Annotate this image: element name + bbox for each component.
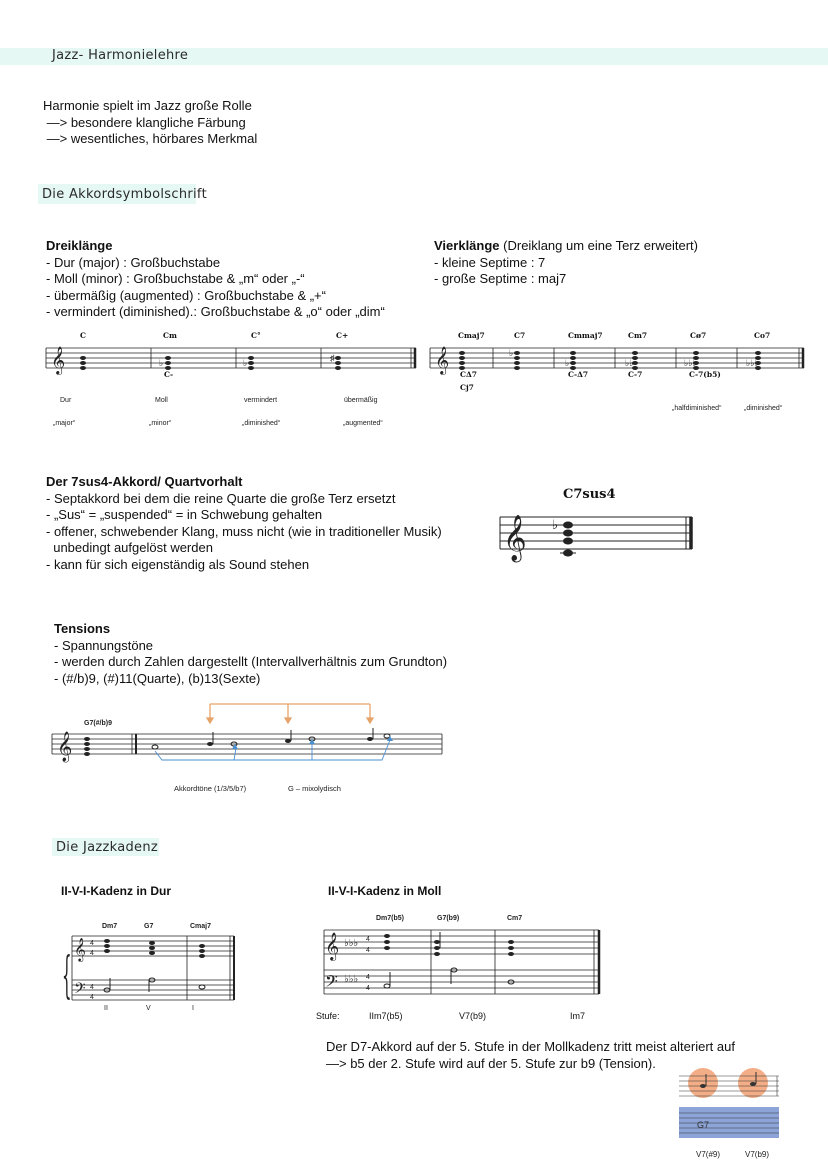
svg-text:♭: ♭ <box>509 348 514 358</box>
sus-chord-label: C7sus4 <box>563 487 616 502</box>
svg-text:4: 4 <box>90 950 94 957</box>
tensions-line: - (#/b)9, (#)11(Quarte), (b)13(Sexte) <box>54 670 261 686</box>
dreiklaenge-line: - vermindert (diminished).: Großbuchstabe & „o“ oder „dim“ <box>46 304 385 319</box>
svg-text:♭: ♭ <box>552 517 559 532</box>
dur-chord-label: Cmaj7 <box>190 923 212 930</box>
svg-text:4: 4 <box>366 974 370 981</box>
chord-name-de: Moll <box>155 397 168 404</box>
svg-text:♭: ♭ <box>159 358 164 368</box>
sus-line: - „Sus“ = „suspended“ = in Schwebung gehalten <box>46 507 323 522</box>
chord-name-en: „augmented“ <box>343 420 383 427</box>
sus-staff <box>500 505 700 565</box>
chord-name-en: „diminished“ <box>242 420 281 427</box>
dreiklaenge-staff <box>46 342 426 382</box>
svg-text:♭♭♭: ♭♭♭ <box>746 358 759 368</box>
moll-chord-label: G7(b9) <box>437 915 460 922</box>
sus-line: - offener, schwebender Klang, muss nicht (wie in traditioneller Musik) <box>46 523 442 539</box>
thumb-label: V7(b9) <box>745 1150 770 1159</box>
chord-label: Co7 <box>754 331 771 340</box>
svg-text:𝄞: 𝄞 <box>435 346 450 374</box>
svg-text:♭♭♭: ♭♭♭ <box>344 974 359 985</box>
svg-text:♭: ♭ <box>565 358 570 368</box>
sus-title: Der 7sus4-Akkord/ Quartvorhalt <box>46 474 243 489</box>
chord-name-en: „major“ <box>53 420 76 427</box>
chord-label: C° <box>251 331 261 340</box>
svg-text:♭♭♭: ♭♭♭ <box>684 358 697 368</box>
dur-degree: V <box>146 1005 151 1012</box>
moll-kadenz-staff <box>314 926 604 998</box>
moll-chord-label: Dm7(b5) <box>376 915 405 922</box>
vierklaenge-block <box>434 238 698 288</box>
dreiklaenge-line: - Dur (major) : Großbuchstabe <box>46 254 221 270</box>
dur-degree: II <box>104 1005 108 1012</box>
chord-label: Cmmaj7 <box>568 331 603 340</box>
chord-name-en: „minor“ <box>149 420 172 427</box>
svg-text:♭: ♭ <box>243 358 248 368</box>
svg-text:𝄞: 𝄞 <box>74 937 86 961</box>
dreiklaenge-title: Dreiklänge <box>46 238 113 253</box>
svg-text:{: { <box>62 945 72 1005</box>
dreiklaenge-line: - Moll (minor) : Großbuchstabe & „m“ oder „-“ <box>46 271 305 286</box>
svg-text:4: 4 <box>90 940 94 947</box>
chord-label: C7 <box>514 331 526 340</box>
chord-name-de: vermindert <box>244 397 278 404</box>
alteration-thumbnail <box>679 1068 779 1138</box>
svg-text:4: 4 <box>90 984 94 991</box>
vierklaenge-staff <box>430 342 808 382</box>
moll-degree: IIm7(b5) <box>369 1011 403 1021</box>
chord-label-alt: C-7(b5) <box>689 370 721 379</box>
chord-label-alt: C-7 <box>628 370 643 379</box>
chord-label: C <box>80 331 86 340</box>
svg-text:𝄢: 𝄢 <box>74 980 86 1001</box>
vierklaenge-line: - große Septime : maj7 <box>434 271 567 286</box>
intro-text <box>43 98 257 148</box>
intro-line: —> besondere klangliche Färbung <box>43 114 246 130</box>
chord-label-alt: C-Δ7 <box>568 370 589 379</box>
chord-label: C+ <box>336 331 349 340</box>
sus-block <box>46 474 442 573</box>
chord-label: Cm <box>163 331 177 340</box>
kadenz-note-line: Der D7-Akkord auf der 5. Stufe in der Mollkadenz tritt meist alteriert auf <box>326 1039 735 1054</box>
moll-chord-label: Cm7 <box>507 915 523 922</box>
sus-line: unbedingt aufgelöst werden <box>46 540 213 555</box>
chord-name-de: Dur <box>60 397 72 404</box>
vierklaenge-line: - kleine Septime : 7 <box>434 254 546 270</box>
chord-label-alt: C- <box>164 370 174 379</box>
chord-label-alt: CΔ7 <box>460 370 478 379</box>
tensions-block <box>54 621 447 687</box>
moll-kadenz-title: II-V-I-Kadenz in Moll <box>328 884 442 898</box>
chord-name-de: übermäßig <box>344 397 378 404</box>
kadenz-note <box>326 1039 735 1072</box>
moll-degree: Im7 <box>570 1011 586 1021</box>
chord-label: Cø7 <box>690 331 707 340</box>
dur-degree: I <box>192 1005 194 1012</box>
page-title: Jazz- Harmonielehre <box>52 48 189 63</box>
tensions-caption-left: Akkordtöne (1/3/5/b7) <box>174 784 247 793</box>
vierklaenge-title-suffix: (Dreiklang um eine Terz erweitert) <box>499 238 698 253</box>
tensions-chord-label: G7(#/b)9 <box>84 720 113 727</box>
svg-text:4: 4 <box>366 985 370 992</box>
dur-kadenz-staff <box>62 932 242 1005</box>
chord-label: Cmaj7 <box>458 331 485 340</box>
svg-text:♭♭: ♭♭ <box>625 358 634 368</box>
svg-text:G7: G7 <box>697 1120 710 1130</box>
svg-text:𝄞: 𝄞 <box>325 932 340 960</box>
section-heading-jazzkadenz: Die Jazzkadenz <box>56 840 158 855</box>
dreiklaenge-line: - übermäßig (augmented) : Großbuchstabe & „+“ <box>46 287 326 303</box>
tensions-caption-right: G – mixolydisch <box>288 784 341 793</box>
tensions-title: Tensions <box>54 621 111 636</box>
dreiklaenge-block <box>46 238 385 321</box>
chord-name-en: „diminished“ <box>744 405 783 412</box>
svg-text:4: 4 <box>90 994 94 1001</box>
intro-line: Harmonie spielt im Jazz große Rolle <box>43 98 252 113</box>
dur-chord-label: G7 <box>144 923 154 930</box>
svg-text:♭♭♭: ♭♭♭ <box>344 938 359 949</box>
kadenz-note-line: —> b5 der 2. Stufe wird auf der 5. Stufe zur b9 (Tension). <box>326 1055 656 1071</box>
chord-name-en: „halfdiminished“ <box>672 405 722 412</box>
intro-line: —> wesentliches, hörbares Merkmal <box>43 131 258 146</box>
svg-text:𝄞: 𝄞 <box>57 732 73 762</box>
stufe-label: Stufe: <box>316 1011 340 1021</box>
sus-line: - Septakkord bei dem die reine Quarte die große Terz ersetzt <box>46 490 396 506</box>
svg-text:4: 4 <box>366 936 370 943</box>
sus-line: - kann für sich eigenständig als Sound stehen <box>46 556 310 572</box>
svg-text:♯: ♯ <box>330 353 335 363</box>
section-heading-akkordsymbolschrift: Die Akkordsymbolschrift <box>42 187 207 202</box>
svg-text:𝄞: 𝄞 <box>503 515 527 561</box>
tensions-line: - Spannungstöne <box>54 637 154 653</box>
svg-text:4: 4 <box>366 947 370 954</box>
vierklaenge-title: Vierklänge <box>434 238 500 253</box>
tensions-staff <box>52 700 452 770</box>
thumb-label: V7(#9) <box>696 1150 721 1159</box>
svg-text:𝄢: 𝄢 <box>325 971 338 995</box>
chord-label-alt: Cj7 <box>460 383 474 392</box>
moll-degree: V7(b9) <box>459 1011 487 1021</box>
svg-text:𝄞: 𝄞 <box>51 346 66 374</box>
dur-chord-label: Dm7 <box>102 923 118 930</box>
dur-kadenz-title: II-V-I-Kadenz in Dur <box>61 884 172 898</box>
chord-label: Cm7 <box>628 331 648 340</box>
tensions-line: - werden durch Zahlen dargestellt (Intervallverhältnis zum Grundton) <box>54 654 448 669</box>
